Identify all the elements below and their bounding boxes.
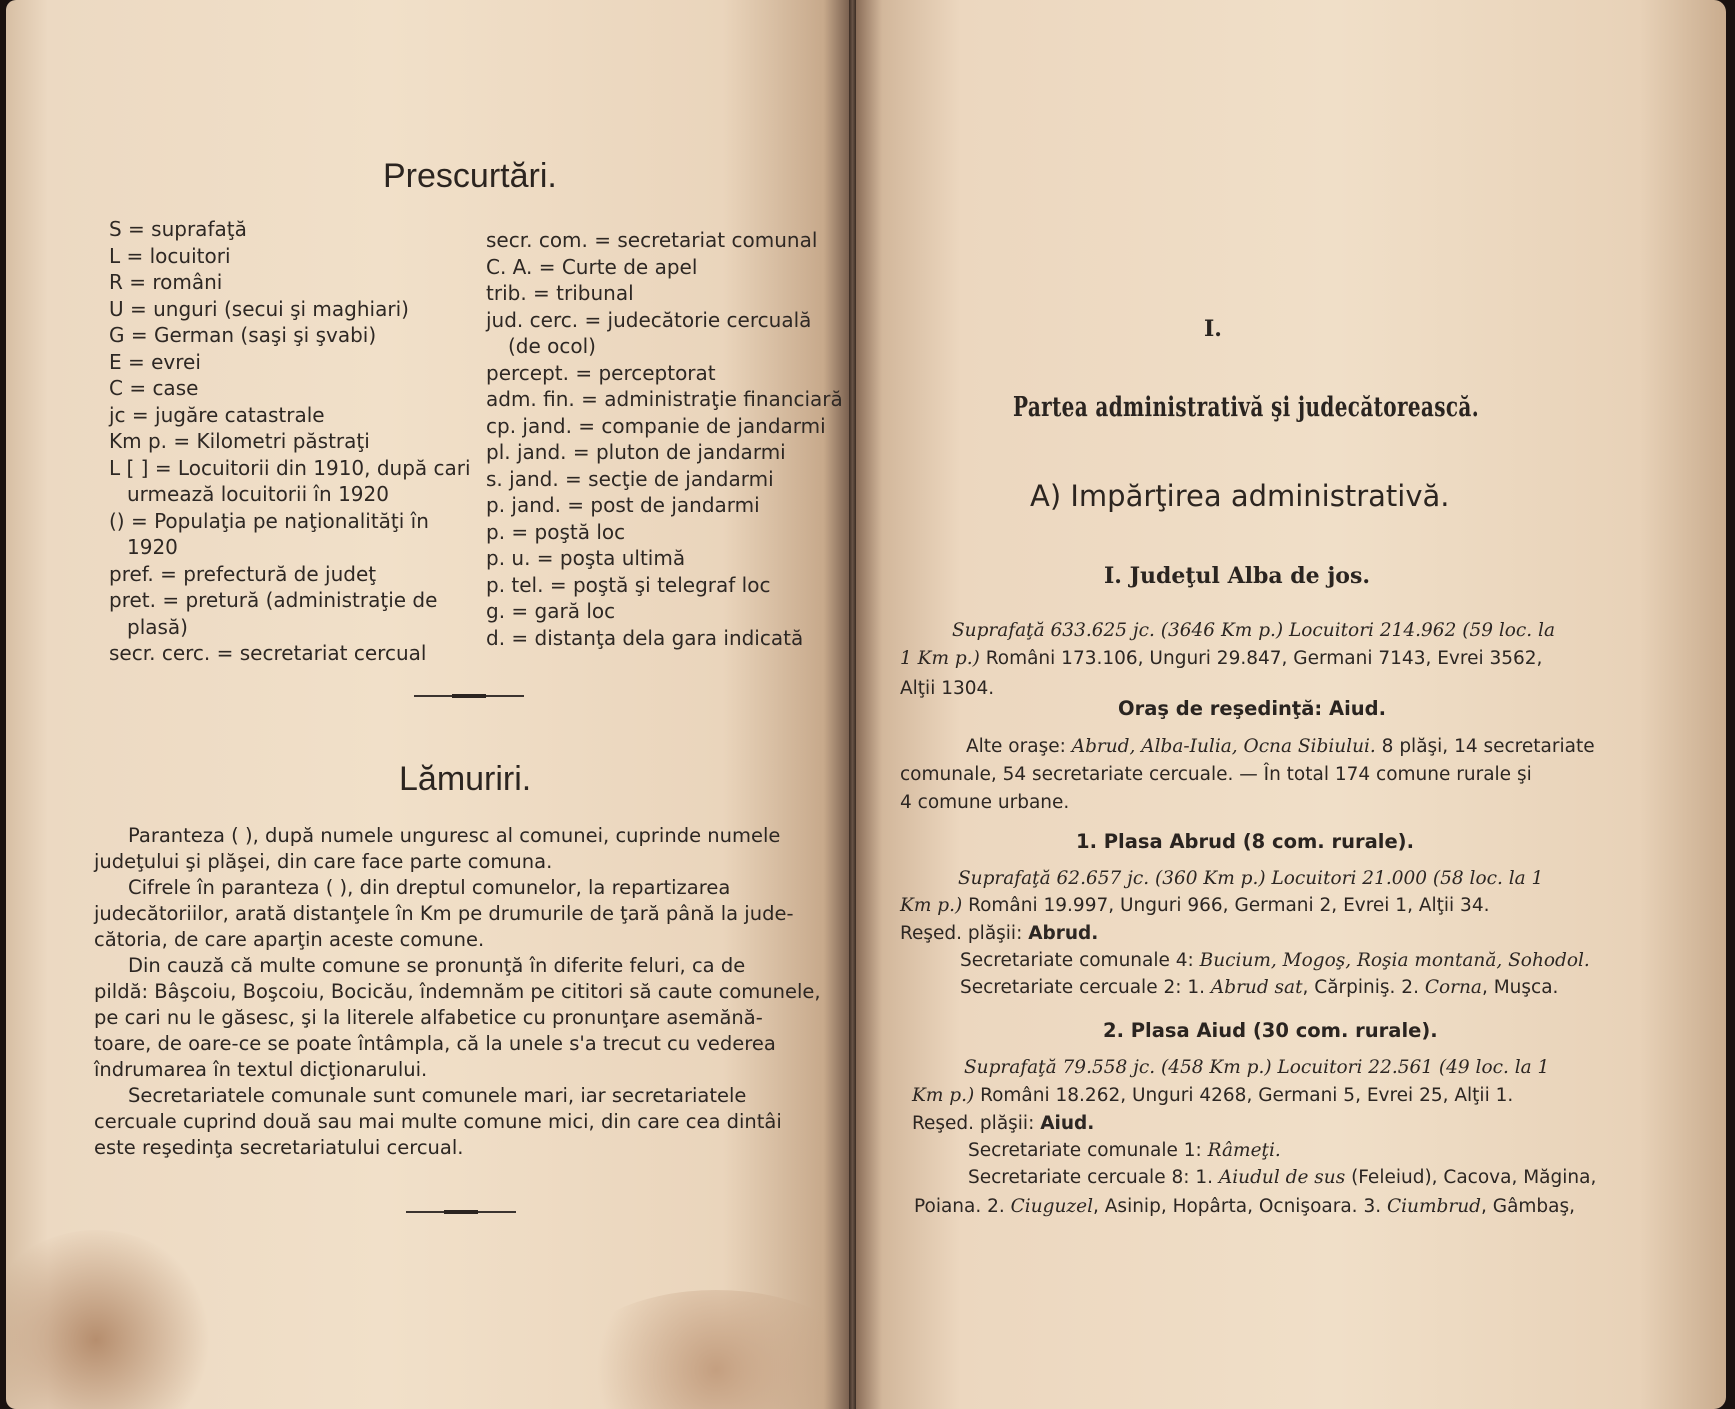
abbreviation-line: cp. jand. = companie de jandarmi	[486, 413, 826, 438]
lamuriri-line: judeţului şi plăşei, din care face parte comuna.	[94, 850, 553, 873]
abbreviation-line: secr. com. = secretariat comunal	[486, 228, 818, 252]
abbreviation-line: L [ ] = Locuitorii din 1910, după cari	[109, 455, 471, 480]
separator-dash	[452, 694, 486, 698]
plasa-aiud-secr-comunale: Secretariate comunale 1: Râmeţi.	[968, 1140, 1281, 1161]
abbreviations-right-column	[486, 227, 843, 651]
section-number: I.	[1204, 316, 1222, 342]
abbreviation-line: jud. cerc. = judecătorie cercuală	[486, 307, 812, 332]
abbreviation-line: (de ocol)	[508, 334, 596, 358]
heading-lamuriri: Lămuriri.	[399, 760, 532, 798]
abbreviation-line: p. tel. = poştă şi telegraf loc	[486, 572, 771, 597]
book-gutter	[849, 0, 856, 1409]
lamuriri-line: cercuale cuprind două sau mai multe comune mici, din care cea dintâi	[94, 1110, 782, 1133]
left-page	[6, 0, 849, 1409]
abbreviation-line: R = români	[109, 270, 223, 294]
lamuriri-text	[94, 823, 821, 1161]
plasa-aiud-stats2: Km p.) Români 18.262, Unguri 4268, Germani 5, Evrei 25, Alţii 1.	[912, 1085, 1514, 1106]
abbreviation-line: pl. jand. = pluton de jandarmi	[486, 440, 786, 464]
plasa-abrud-title: 1. Plasa Abrud (8 com. rurale).	[1076, 830, 1414, 853]
judet-stats-line1: Suprafaţă 633.625 jc. (3646 Km p.) Locuitori 214.962 (59 loc. la	[952, 620, 1555, 641]
lamuriri-line: pe cari nu le găsesc, şi la literele alfabetice cu pronunţare asemănă-	[94, 1006, 763, 1029]
plasa-aiud-last-line: Poiana. 2. Ciuguzel, Asinip, Hopârta, Ocnişoara. 3. Ciumbrud, Gâmbaş,	[914, 1196, 1576, 1217]
lamuriri-line: Cifrele în paranteza ( ), din dreptul comunelor, la repartizarea	[128, 876, 731, 899]
lamuriri-line: pildă: Bâşcoiu, Boşcoiu, Bocicău, îndemnăm pe cititori să caute comunele,	[94, 980, 821, 1003]
plasa-aiud-title: 2. Plasa Aiud (30 com. rurale).	[1103, 1019, 1438, 1042]
plasa-abrud-stats2: Km p.) Români 19.997, Unguri 966, Germani 2, Evrei 1, Alţii 34.	[900, 895, 1490, 916]
abbreviation-line: plasă)	[127, 614, 188, 639]
section-title: Partea administrativă şi judecătorească.	[1013, 392, 1480, 423]
lamuriri-line: judecătoriilor, arată distanţele în Km pe drumurile de ţară până la jude-	[94, 902, 794, 925]
abbreviation-line: C. A. = Curte de apel	[486, 254, 698, 279]
plasa-abrud-secr-comunale: Secretariate comunale 4: Bucium, Mogoş, Roşia montană, Sohodol.	[960, 950, 1590, 971]
abbreviation-line: C = case	[109, 376, 199, 400]
lamuriri-line: Din cauză că multe comune se pronunţă în diferite feluri, ca de	[128, 954, 746, 977]
abbreviation-line: percept. = perceptorat	[486, 360, 716, 385]
separator-dash-bottom	[444, 1210, 478, 1214]
abbreviation-line: pret. = pretură (administraţie de	[109, 588, 438, 612]
lamuriri-line: Secretariatele comunale sunt comunele mari, iar secretariatele	[128, 1084, 747, 1107]
abbreviation-line: U = unguri (secui şi maghiari)	[109, 296, 409, 321]
lamuriri-line: Paranteza ( ), după numele unguresc al comunei, cuprinde numele	[128, 824, 781, 847]
plasa-aiud-stats1: Suprafaţă 79.558 jc. (458 Km p.) Locuitori 22.561 (49 loc. la 1	[964, 1057, 1550, 1078]
abbreviation-line: Km p. = Kilometri păstraţi	[109, 429, 370, 453]
right-page	[856, 0, 1726, 1409]
abbreviation-line: adm. fin. = administraţie financiară	[486, 387, 843, 411]
plasa-aiud-secr-cercuale: Secretariate cercuale 8: 1. Aiudul de sus (Feleiud), Cacova, Măgina,	[968, 1167, 1597, 1188]
plasa-abrud-secr-cercuale: Secretariate cercuale 2: 1. Abrud sat, Cărpiniş. 2. Corna, Muşca.	[960, 977, 1559, 998]
resedinta: Oraş de reşedinţă: Aiud.	[1118, 697, 1387, 720]
abbreviations-left-column	[109, 216, 471, 667]
judet-stats-line2: 1 Km p.) Români 173.106, Unguri 29.847, Germani 7143, Evrei 3562,	[900, 648, 1543, 669]
abbreviation-line: L = locuitori	[109, 243, 231, 268]
abbreviation-line: urmează locuitorii în 1920	[127, 482, 389, 506]
judet-stats-line3: Alţii 1304.	[900, 678, 995, 699]
abbreviation-line: s. jand. = secţie de jandarmi	[486, 466, 774, 491]
alte-orase-line2: comunale, 54 secretariate cercuale. — În total 174 comune rurale şi	[900, 764, 1532, 785]
abbreviation-line: jc = jugăre catastrale	[109, 402, 325, 427]
abbreviation-line: () = Populaţia pe naţionalităţi în	[109, 508, 429, 533]
lamuriri-line: cătoria, de care aparţin aceste comune.	[94, 928, 485, 951]
abbreviation-line: secr. cerc. = secretariat cercual	[109, 641, 427, 665]
abbreviation-line: E = evrei	[109, 349, 201, 374]
plasa-abrud-resedinta: Reşed. plăşii: Abrud.	[900, 923, 1099, 944]
heading-prescurtari: Prescurtări.	[383, 157, 557, 195]
abbreviation-line: g. = gară loc	[486, 599, 616, 623]
plasa-aiud-resedinta: Reşed. plăşii: Aiud.	[912, 1113, 1095, 1134]
abbreviation-line: 1920	[127, 535, 178, 559]
abbreviation-line: G = German (saşi şi şvabi)	[109, 323, 377, 347]
subsection-title: A) Impărţirea administrativă.	[1030, 479, 1450, 513]
judet-title: I. Judeţul Alba de jos.	[1104, 563, 1371, 589]
lamuriri-line: toare, de oare-ce se poate întâmpla, că la unele s'a trecut cu vederea	[94, 1032, 776, 1055]
abbreviation-line: p. jand. = post de jandarmi	[486, 493, 760, 517]
abbreviation-line: S = suprafaţă	[109, 217, 247, 241]
lamuriri-line: este reşedinţa secretariatului cercual.	[94, 1136, 464, 1159]
abbreviation-line: pref. = prefectură de judeţ	[109, 561, 377, 586]
alte-orase-line1: Alte oraşe: Abrud, Alba-Iulia, Ocna Sibiului. 8 plăşi, 14 secretariate	[966, 736, 1595, 757]
abbreviation-line: d. = distanţa dela gara indicată	[486, 625, 804, 650]
plasa-abrud-stats1: Suprafaţă 62.657 jc. (360 Km p.) Locuitori 21.000 (58 loc. la 1	[958, 868, 1544, 889]
abbreviation-line: p. = poştă loc	[486, 519, 626, 544]
lamuriri-line: îndrumarea în textul dicţionarului.	[94, 1058, 428, 1081]
alte-orase-line3: 4 comune urbane.	[900, 792, 1070, 813]
abbreviation-line: trib. = tribunal	[486, 281, 634, 305]
abbreviation-line: p. u. = poşta ultimă	[486, 546, 686, 570]
